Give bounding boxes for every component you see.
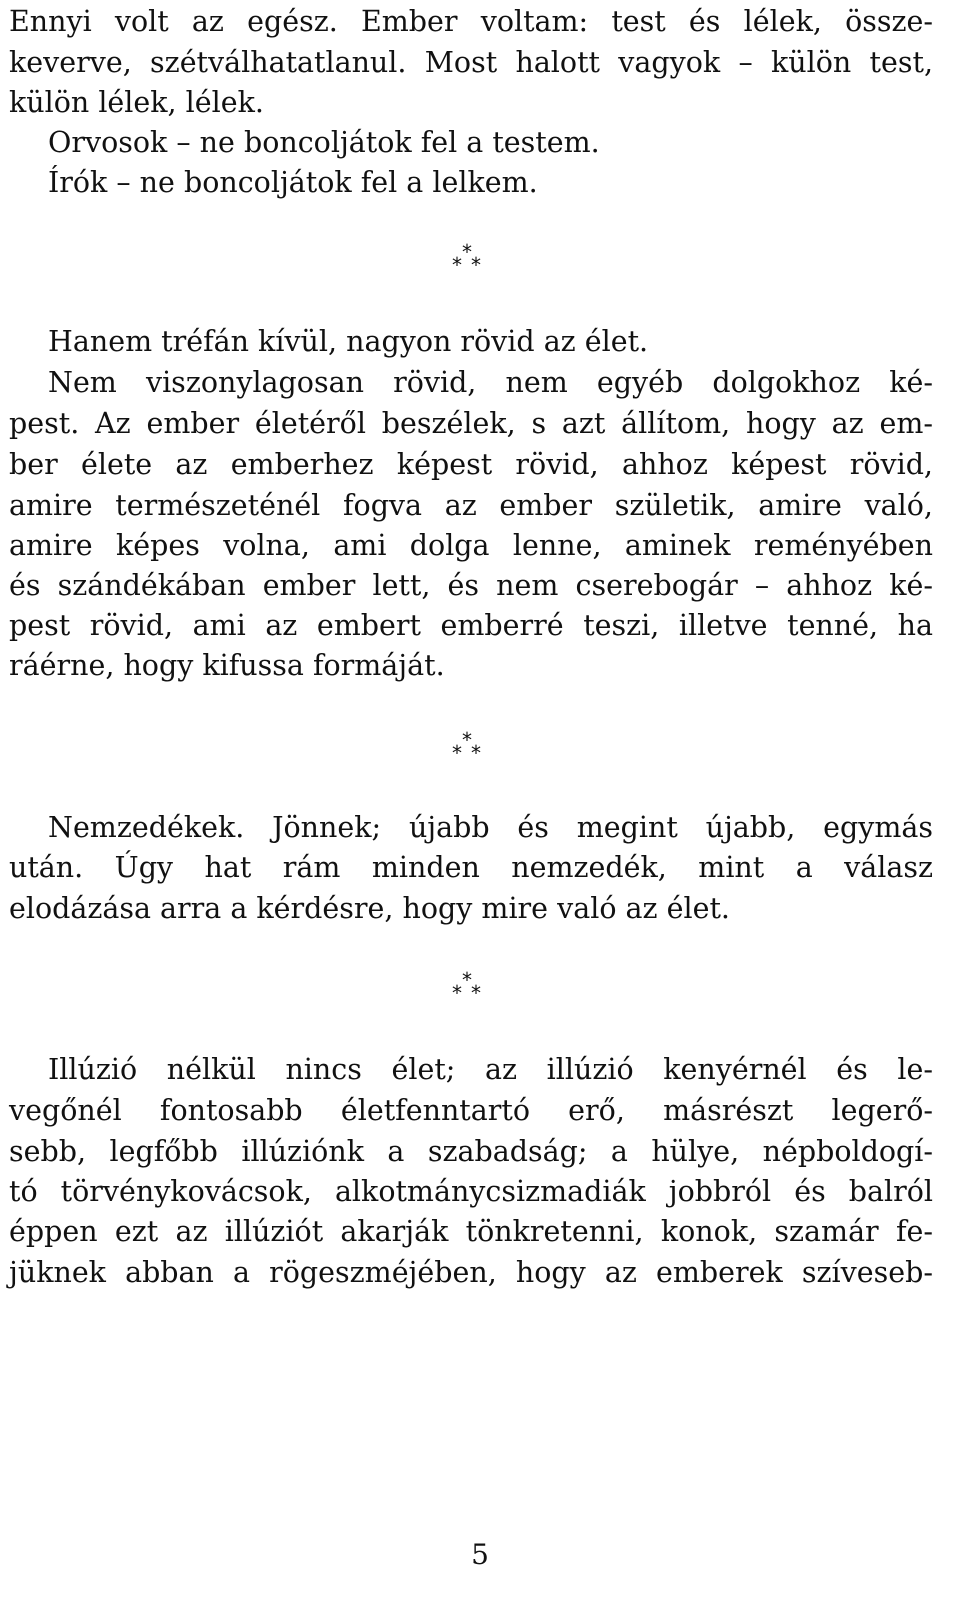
text-line: amire természeténél fogva az ember születik, amire való, bbox=[9, 489, 933, 522]
asterism-star: * bbox=[462, 240, 472, 264]
asterism-star: * bbox=[452, 981, 462, 1005]
text-line: külön lélek, lélek. bbox=[9, 86, 264, 119]
asterism-star: * bbox=[452, 253, 462, 277]
section-asterism bbox=[450, 242, 490, 276]
text-line: Nem viszonylagosan rövid, nem egyéb dolgokhoz ké- bbox=[48, 366, 933, 399]
text-line: jüknek abban a rögeszméjében, hogy az emberek szíveseb- bbox=[9, 1256, 933, 1289]
text-line: után. Úgy hat rám minden nemzedék, mint a válasz bbox=[9, 851, 933, 884]
asterism-star: * bbox=[452, 741, 462, 765]
asterism-star: * bbox=[471, 981, 481, 1005]
text-line: Ennyi volt az egész. Ember voltam: test és lélek, össze- bbox=[9, 5, 933, 38]
text-line: Illúzió nélkül nincs élet; az illúzió kenyérnél és le- bbox=[48, 1053, 933, 1086]
asterism-star: * bbox=[462, 968, 472, 992]
text-line: keverve, szétválhatatlanul. Most halott vagyok – külön test, bbox=[9, 46, 933, 79]
text-line: Hanem tréfán kívül, nagyon rövid az élet. bbox=[48, 325, 649, 358]
text-line: ber élete az emberhez képest rövid, ahhoz képest rövid, bbox=[9, 448, 933, 481]
text-line: sebb, legfőbb illúziónk a szabadság; a hülye, népboldogí- bbox=[9, 1135, 933, 1168]
asterism-star: * bbox=[471, 741, 481, 765]
text-line: pest. Az ember életéről beszélek, s azt állítom, hogy az em- bbox=[9, 407, 933, 440]
text-line: ráérne, hogy kifussa formáját. bbox=[9, 649, 445, 682]
section-asterism bbox=[450, 970, 490, 1004]
text-line: Nemzedékek. Jönnek; újabb és megint újabb, egymás bbox=[48, 811, 933, 844]
text-line: vegőnél fontosabb életfenntartó erő, másrészt legerő- bbox=[9, 1094, 933, 1127]
text-line: elodázása arra a kérdésre, hogy mire való az élet. bbox=[9, 892, 730, 925]
text-line: és szándékában ember lett, és nem cserebogár – ahhoz ké- bbox=[9, 569, 933, 602]
text-line: pest rövid, ami az embert emberré teszi, illetve tenné, ha bbox=[9, 609, 933, 642]
text-line: tó törvénykovácsok, alkotmánycsizmadiák jobbról és balról bbox=[9, 1175, 933, 1208]
asterism-star: * bbox=[462, 728, 472, 752]
text-line: Orvosok – ne boncoljátok fel a testem. bbox=[48, 126, 600, 159]
text-line: Írók – ne boncoljátok fel a lelkem. bbox=[48, 166, 538, 199]
asterism-star: * bbox=[471, 253, 481, 277]
text-line: éppen ezt az illúziót akarják tönkretenni, konok, szamár fe- bbox=[9, 1215, 933, 1248]
text-line: amire képes volna, ami dolga lenne, aminek reményében bbox=[9, 529, 933, 562]
page-number: 5 bbox=[471, 1538, 489, 1571]
section-asterism bbox=[450, 730, 490, 764]
